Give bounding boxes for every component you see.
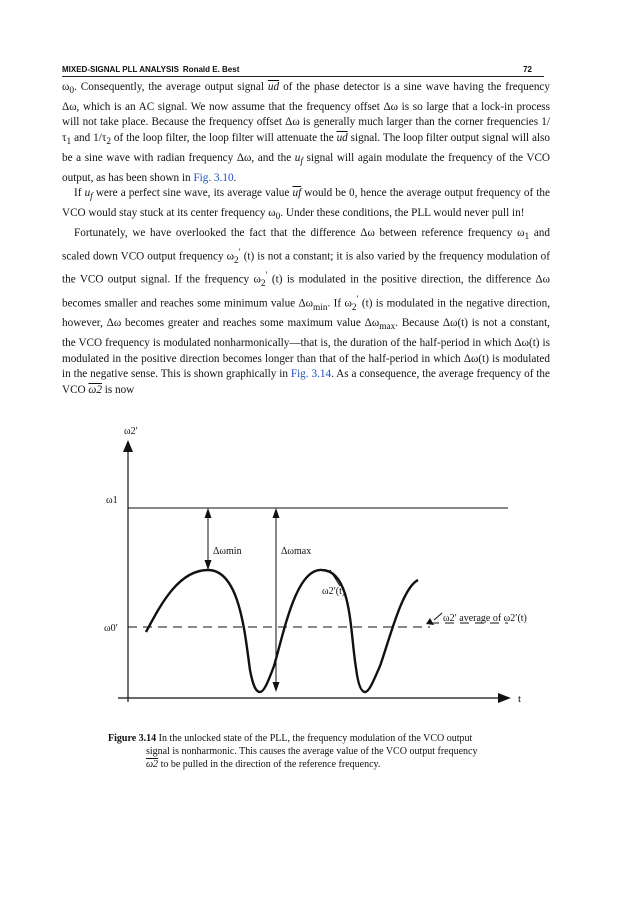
caption-line-3 [108,758,548,771]
text-run: 2 [351,302,357,313]
omega1-label: ω1 [106,495,118,506]
dw-max-label: Δωmax [281,546,312,557]
text-run: . [233,171,237,184]
average-pointer-line [434,613,442,620]
dw-max-arrow-bottom [273,682,280,692]
text-run: u [294,151,301,164]
text-run: 1 [524,232,530,243]
omega0-label: ω0′ [104,623,118,634]
text-run: signal. The loop filter output signal will also be a sine wave with radian frequency Δω, and the [62,132,550,164]
figure-reference-link[interactable]: Fig. 3.14 [290,368,332,381]
body-paragraph [62,80,550,186]
header-author: Ronald E. Best [182,65,240,74]
dw-min-label: Δωmin [213,546,242,557]
text-run: ω [62,81,70,93]
page-number: 72 [523,65,532,74]
text-run: min [313,302,328,313]
text-run: and 1/τ [71,132,107,145]
text-run: 2 [106,137,111,148]
text-run: max [379,322,396,333]
x-axis-arrow [498,693,511,703]
text-run: ω2 [88,384,102,397]
text-run: Fortunately, we have overlooked the fact that the difference Δω between reference frequency ω [74,226,525,239]
figure-plot [100,420,540,720]
figure-reference-link[interactable]: Fig. 3.10 [193,171,234,184]
text-run: . If ω [327,297,352,310]
text-run: f [300,157,303,168]
caption-label: Figure 3.14 [108,733,157,744]
caption-line-1: In the unlocked state of the PLL, the frequency modulation of the VCO output [158,733,473,744]
text-run: If [74,187,85,200]
text-run: $\overline{ud}$ [336,132,348,145]
text-run: (t) is modulated in the positive direction, the difference Δω becomes smaller and reaches some minimum value Δω [62,274,550,310]
text-run: $\overline{ud}$ [267,81,280,93]
body-text [62,80,550,399]
text-run: . As a consequence, the average frequency of the VCO [62,368,550,397]
text-run: f [90,192,93,203]
body-paragraph [62,226,550,399]
header-title: MIXED-SIGNAL PLL ANALYSIS [62,65,179,74]
text-run: 0 [69,86,75,97]
text-run: of the phase detector is a sine wave having the frequency Δω, which is an AC signal. We now assume that the frequency offset Δω is so large that a lock-in process will not take place. Because the frequency offset Δω is generally much larger than the corner frequencies 1/τ [62,81,550,145]
text-run: . Under these conditions, the PLL would never pull in! [280,207,525,220]
text-run: 0 [275,212,281,223]
dw-max-arrow-top [273,508,280,518]
text-run: . Because Δω(t) is not a constant, the VCO frequency is modulated nonharmonically—that is, the duration of the half-period in which Δω(t) is modulated in the positive direction becomes longer than that of the half-period in which Δω(t) is modulated in the negative sense. This is shown graphically in [62,317,550,381]
text-run: 2 [260,279,266,290]
text-run: of the loop filter, the loop filter will attenuate the [111,132,337,145]
caption-line-3-text: to be pulled in the direction of the reference frequency. [158,759,381,770]
running-header [62,60,544,76]
y-axis-label: ω2′ [124,426,138,437]
figure-caption [108,732,548,771]
y-axis-arrow [123,440,133,452]
text-run: would be 0, hence the average output frequency of the VCO would stay stuck at its center frequency ω [62,187,550,220]
text-run: were a perfect sine wave, its average value [92,187,293,200]
text-run: ′ [356,294,359,305]
body-paragraph [62,186,550,226]
header-left [62,65,239,74]
text-run: ′ [265,271,268,282]
header-rule [62,76,544,77]
dw-min-arrow-top [205,508,212,518]
text-run: is now [101,384,135,397]
caption-line-2: signal is nonharmonic. This causes the average value of the VCO output frequency [146,746,478,757]
text-run: 2 [233,255,239,266]
text-run: and scaled down VCO output frequency ω [62,226,550,263]
average-label: ω2′ average of ω2′(t) [443,613,527,624]
average-label-pointer [426,618,434,625]
text-run: u [84,187,91,200]
dw-min-arrow-bottom [205,560,212,570]
text-run: ′ [238,247,241,258]
text-run: (t) is not a constant; it is also varied by the frequency modulation of the VCO output signal. If the frequency ω [62,250,550,287]
caption-symbol: ω2 [146,759,159,770]
text-run: (t) is modulated in the negative direction, however, Δω becomes greater and reaches some maximum value Δω [62,297,550,330]
figure-3-14 [100,420,540,720]
text-run: 1 [66,137,72,148]
vco-frequency-curve [146,570,418,692]
text-run: $\overline{uf}$ [292,187,302,200]
x-axis-label: t [518,693,522,705]
text-run: signal will again modulate the frequency of the VCO output, as has been shown in [62,151,551,184]
curve-label: ω2′(t) [322,586,346,597]
text-run: . Consequently, the average output signal [74,81,268,93]
